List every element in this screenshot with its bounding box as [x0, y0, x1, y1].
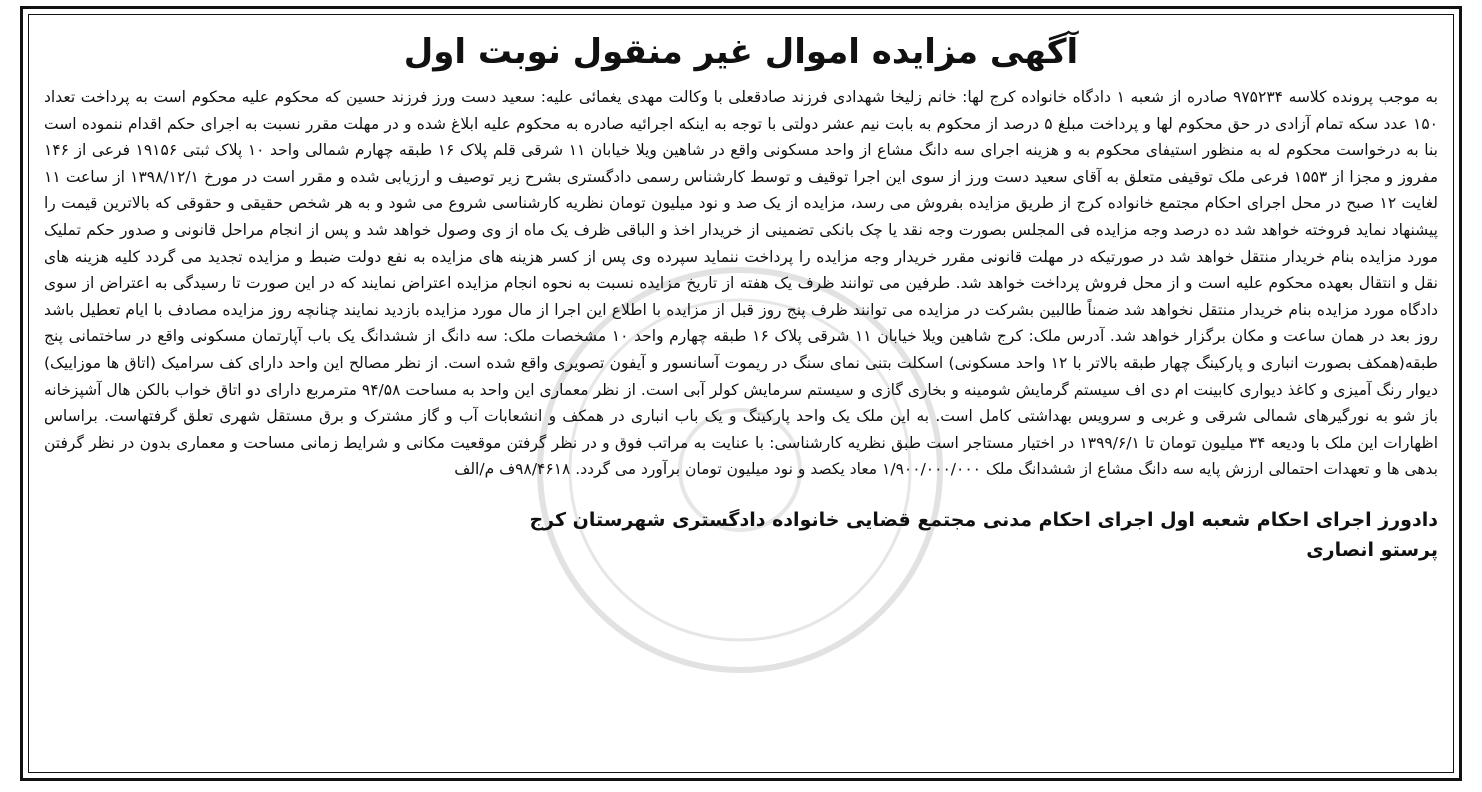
notice-body: به موجب پرونده کلاسه ۹۷۵۲۳۴ صادره از شعبه ۱ دادگاه خانواده کرج لها: خانم زلیخا شهدادی فرزند صادقعلی با وکالت مهدی یغمائی علیه: سعید دست ورز فرزند حسین که محکوم علیه محکوم است به پرداخت تعداد ۱۵۰ عدد سکه تمام آزادی در حق محکوم لها و پرداخت مبلغ ۵ درصد از محکوم به بابت نیم عشر دولتی با توجه به اینکه اجرائیه صادره به محکوم علیه ابلاغ شده و در مهلت مقرر نسبت به اجرای حکم اقدام ننموده است بنا به درخواست محکوم له به منظور استیفای محکوم به و هزینه اجرای سه دانگ مشاع از واحد مسکونی واقع در شاهین ویلا خیابان ۱۱ شرقی قلم پلاک ۱۶ طبقه چهارم شمالی واحد ۱۰ پلاک ثبتی ۱۹۱۵۶ فرعی از ۱۴۶ مفروز و مجزا از ۱۵۵۳ فرعی ملک توقیفی متعلق به آقای سعید دست ورز از سوی این اجرا توقیف و توسط کارشناس رسمی دادگستری بشرح زیر توصیف و ارزیابی شده و مقرر است در مورخ ۱۳۹۸/۱۲/۱ از ساعت ۱۱ لغایت ۱۲ صبح در محل اجرای احکام مجتمع خانواده کرج از طریق مزایده بفروش می رسد، مزایده از یک صد و نود میلیون تومان نظریه کارشناسی شروع می شود و به هر شخص حقیقی و حقوقی که بالاترین قیمت را پیشنهاد نماید فروخته خواهد شد ده درصد وجه مزایده فی المجلس بصورت وجه نقد یا چک بانکی تضمینی از خریدار اخذ و الباقی ظرف یک ماه از وی وصول خواهد شد و پس از انجام مراحل قانونی و صدور حکم تملیک مورد مزایده بنام خریدار منتقل خواهد شد در صورتیکه در مهلت قانونی مقرر خریدار وجه مزایده را پرداخت ننماید سپرده وی پس از کسر هزینه های مزایده به نفع دولت ضبط و مزایده تجدید می گردد کلیه هزینه های نقل و انتقال بعهده محکوم علیه است و از محل فروش پرداخت خواهد شد. طرفین می توانند ظرف یک هفته از تاریخ مزایده نسبت به نحوه انجام مزایده اعتراض نمایند که در این صورت تا رسیدگی به اعتراض از سوی دادگاه مورد مزایده بنام خریدار منتقل نخواهد شد ضمناً طالبین بشرکت در مزایده می توانند ظرف پنج روز قبل از مزایده با اطلاع این اجرا از مال مورد مزایده بازدید نمایند چنانچه روز مزایده مصادف با ایام تعطیل باشد روز بعد در همان ساعت و مکان برگزار خواهد شد. آدرس ملک: کرج شاهین ویلا خیابان ۱۱ شرقی پلاک ۱۶ طبقه چهارم واحد ۱۰ مشخصات ملک: سه دانگ از ششدانگ یک باب آپارتمان مسکونی واقع در ساختمانی پنج طبقه(همکف بصورت انباری و پارکینگ چهار طبقه بالاتر با ۱۲ واحد مسکونی) اسکلت بتنی نمای سنگ در ریموت آسانسور و آیفون تصویری واقع شده است. از نظر مصالح این واحد دارای کف سرامیک (اتاق ها موزاییک) دیوار رنگ آمیزی و کاغذ دیواری کابینت ام دی اف سیستم گرمایش شومینه و بخاری گازی و سیستم سرمایش کولر آبی است. از نظر معماری این واحد به مساحت ۹۴/۵۸ مترمربع دارای دو اتاق خواب بالکن هال آشپزخانه باز شو به نورگیرهای شمالی شرقی و غربی و سرویس بهداشتی کامل است. به این ملک یک واحد پارکینگ و یک باب انباری در همکف و انشعابات آب و گاز مشترک و برق مستقل شهری تعلق گرفتهاست. براساس اظهارات این ملک با ودیعه ۳۴ میلیون تومان تا ۱۳۹۹/۶/۱ در اختیار مستاجر است طبق نظریه کارشناسی: با عنایت به مراتب فوق و در نظر گرفتن موقعیت مکانی و شرایط زمانی مساحت و معماری بدون در نظر گرفتن بدهی ها و تعهدات احتمالی ارزش پایه سه دانگ مشاع از ششدانگ ملک ۱/۹۰۰/۰۰۰/۰۰۰ معاد یکصد و نود میلیون تومان برآورد می گردد. ۹۸/۴۶۱۸ف م/الف — [44, 88, 1439, 479]
signature-office: دادورز اجرای احکام شعبه اول اجرای احکام مدنی مجتمع قضایی خانواده دادگستری شهرستان کرج — [529, 508, 1438, 531]
signature-name: پرستو انصاری — [1306, 538, 1438, 561]
signature-block — [44, 505, 1438, 565]
notice-content — [44, 26, 1438, 766]
notice-title: آگهی مزایده اموال غیر منقول نوبت اول — [403, 32, 1079, 72]
